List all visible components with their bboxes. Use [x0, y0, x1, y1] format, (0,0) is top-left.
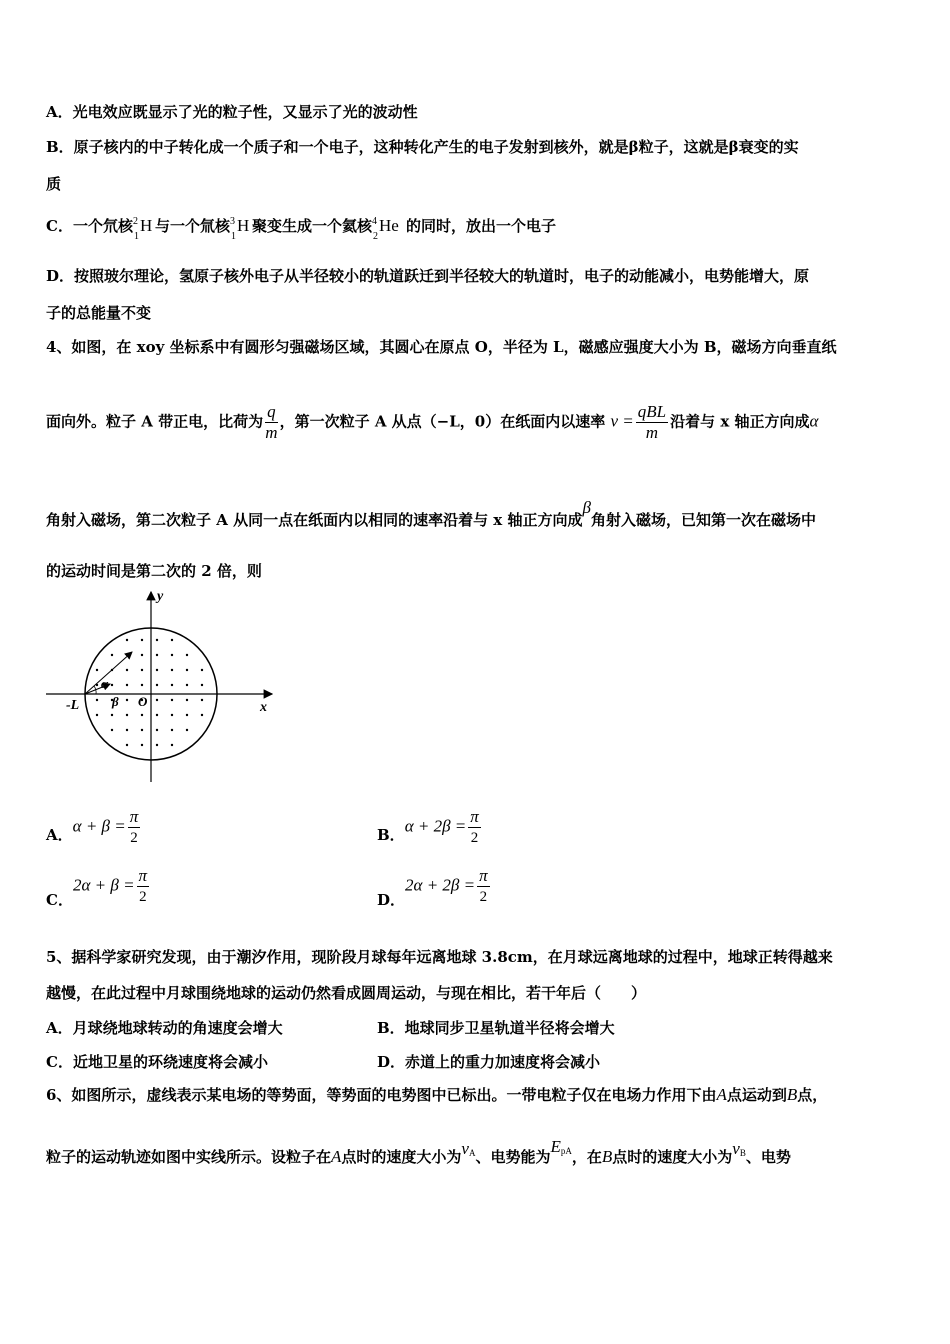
field-dot: [156, 714, 158, 716]
field-dot: [156, 669, 158, 671]
y-axis-label: y: [157, 589, 164, 604]
field-dot: [156, 744, 158, 746]
field-dot: [126, 714, 128, 716]
field-dot: [171, 729, 173, 731]
q3-option-d-line1: D．按照玻尔理论，氢原子核外电子从半径较小的轨道跃迁到半径较大的轨道时，电子的动能减小，电势能增大，原: [46, 267, 810, 285]
field-dot: [201, 669, 203, 671]
field-dot: [171, 714, 173, 716]
field-dot: [111, 714, 113, 716]
q5-choice-b[interactable]: B．地球同步卫星轨道半径将会增大: [377, 1019, 615, 1037]
q3-option-d-line2: 子的总能量不变: [46, 304, 152, 322]
field-dot: [126, 699, 128, 701]
q6-stem-line2: 粒子的运动轨迹如图中实线所示。设粒子在A点时的速度大小为vA、电势能为EpA，在B点时的速度大小为vB、电势: [46, 1137, 791, 1166]
q5-choice-d[interactable]: D．赤道上的重力加速度将会减小: [377, 1053, 601, 1071]
q4-stem-line3: 角射入磁场，第二次粒子 A 从同一点在纸面内以相同的速率沿着与 x 轴正方向成β角射入磁场，已知第一次在磁场中: [46, 498, 816, 529]
speed-symbol: v =: [610, 411, 634, 431]
velocity-arrow-alpha: [85, 652, 132, 694]
q3-option-b-line1: B．原子核内的中子转化成一个质子和一个电子，这种转化产生的电子发射到核外，就是β粒子，这就是β衰变的实: [46, 138, 799, 156]
field-dot: [126, 729, 128, 731]
q3-option-c-label: C．一个氘核: [46, 217, 133, 235]
q4-choice-d[interactable]: D．2α + 2β = $\frac{\pi}{2}$: [377, 866, 488, 909]
field-dot: [96, 669, 98, 671]
q3-option-a: A．光电效应既显示了光的粒子性，又显示了光的波动性: [46, 103, 418, 121]
helium-nuclide: 4 2 He: [371, 216, 399, 242]
field-dot: [171, 639, 173, 641]
field-dot: [186, 669, 188, 671]
alpha-symbol: α: [809, 411, 819, 431]
magnetic-field-diagram: [44, 588, 284, 788]
field-dot: [141, 714, 143, 716]
field-dot: [201, 699, 203, 701]
q5-stem-line2: 越慢，在此过程中月球围绕地球的运动仍然看成圆周运动，与现在相比，若干年后（ ）: [46, 984, 647, 1002]
field-dot: [186, 699, 188, 701]
field-dot: [141, 639, 143, 641]
field-dot: [171, 669, 173, 671]
field-dot: [186, 729, 188, 731]
charge-mass-ratio: $\frac{q}{m}$: [265, 402, 278, 442]
deuterium-nuclide: 2 1 H: [132, 216, 153, 242]
field-dot: [201, 714, 203, 716]
field-dot: [156, 654, 158, 656]
field-dot: [141, 684, 143, 686]
field-dots: [96, 639, 203, 746]
field-dot: [96, 699, 98, 701]
q4-choice-a[interactable]: A．α + β = $\frac{\pi}{2}$: [46, 807, 139, 846]
q4-stem-line2: 面向外。粒子 A 带正电，比荷为 $\frac{q}{m}$ ，第一次粒子 A 从点（−L，0）在纸面内以速率 v = $\frac{\text{qBL}}{m}$ 沿着与 x 轴正方向成α: [46, 402, 819, 442]
field-dot: [186, 714, 188, 716]
field-dot: [201, 684, 203, 686]
field-dot: [96, 714, 98, 716]
speed-fraction: $\frac{\text{qBL}}{m}$: [637, 402, 667, 442]
q5-choice-a[interactable]: A．月球绕地球转动的角速度会增大: [46, 1019, 283, 1037]
q4-stem-line4: 的运动时间是第二次的 2 倍，则: [46, 562, 262, 580]
x-axis-label: x: [260, 700, 267, 715]
q3-option-b-line2: 质: [46, 175, 62, 193]
field-dot: [126, 684, 128, 686]
field-dot: [186, 654, 188, 656]
beta-angle-label: β: [112, 694, 119, 709]
field-dot: [111, 654, 113, 656]
field-dot: [126, 639, 128, 641]
q4-stem-line1: 4、如图，在 xoy 坐标系中有圆形匀强磁场区域，其圆心在原点 O，半径为 L，磁感应强度大小为 B，磁场方向垂直纸: [46, 338, 837, 356]
field-dot: [111, 729, 113, 731]
field-dot: [156, 729, 158, 731]
q3-option-c: C．一个氘核 2 1 H 与一个氚核 3 1 H 聚变生成一个氦核 4 2 He 的同时，放出一个电子: [46, 216, 556, 242]
origin-label: O: [138, 694, 148, 709]
tritium-nuclide: 3 1 H: [229, 216, 250, 242]
field-dot: [141, 654, 143, 656]
field-dot: [171, 654, 173, 656]
field-dot: [141, 729, 143, 731]
beta-symbol: β: [582, 498, 591, 517]
field-dot: [171, 684, 173, 686]
field-dot: [126, 669, 128, 671]
q5-stem-line1: 5、据科学家研究发现，由于潮汐作用，现阶段月球每年远离地球 3.8cm，在月球远离地球的过程中，地球正转得越来: [46, 948, 833, 966]
field-dot: [111, 684, 113, 686]
field-dot: [156, 639, 158, 641]
neg-l-label: -L: [66, 698, 80, 713]
field-dot: [156, 684, 158, 686]
field-dot: [171, 744, 173, 746]
field-dot: [126, 744, 128, 746]
alpha-angle-label: α: [101, 676, 109, 691]
q4-choice-b[interactable]: B．α + 2β = $\frac{\pi}{2}$: [377, 807, 479, 846]
q4-choice-c[interactable]: C．2α + β = $\frac{\pi}{2}$: [46, 866, 148, 909]
q6-stem-line1: 6、如图所示，虚线表示某电场的等势面，等势面的电势图中已标出。一带电粒子仅在电场力作用下由A点运动到B点，: [46, 1085, 828, 1104]
field-dot: [186, 684, 188, 686]
field-dot: [156, 699, 158, 701]
field-dot: [141, 669, 143, 671]
field-dot: [141, 744, 143, 746]
field-dot: [171, 699, 173, 701]
q5-choice-c[interactable]: C．近地卫星的环绕速度将会减小: [46, 1053, 268, 1071]
